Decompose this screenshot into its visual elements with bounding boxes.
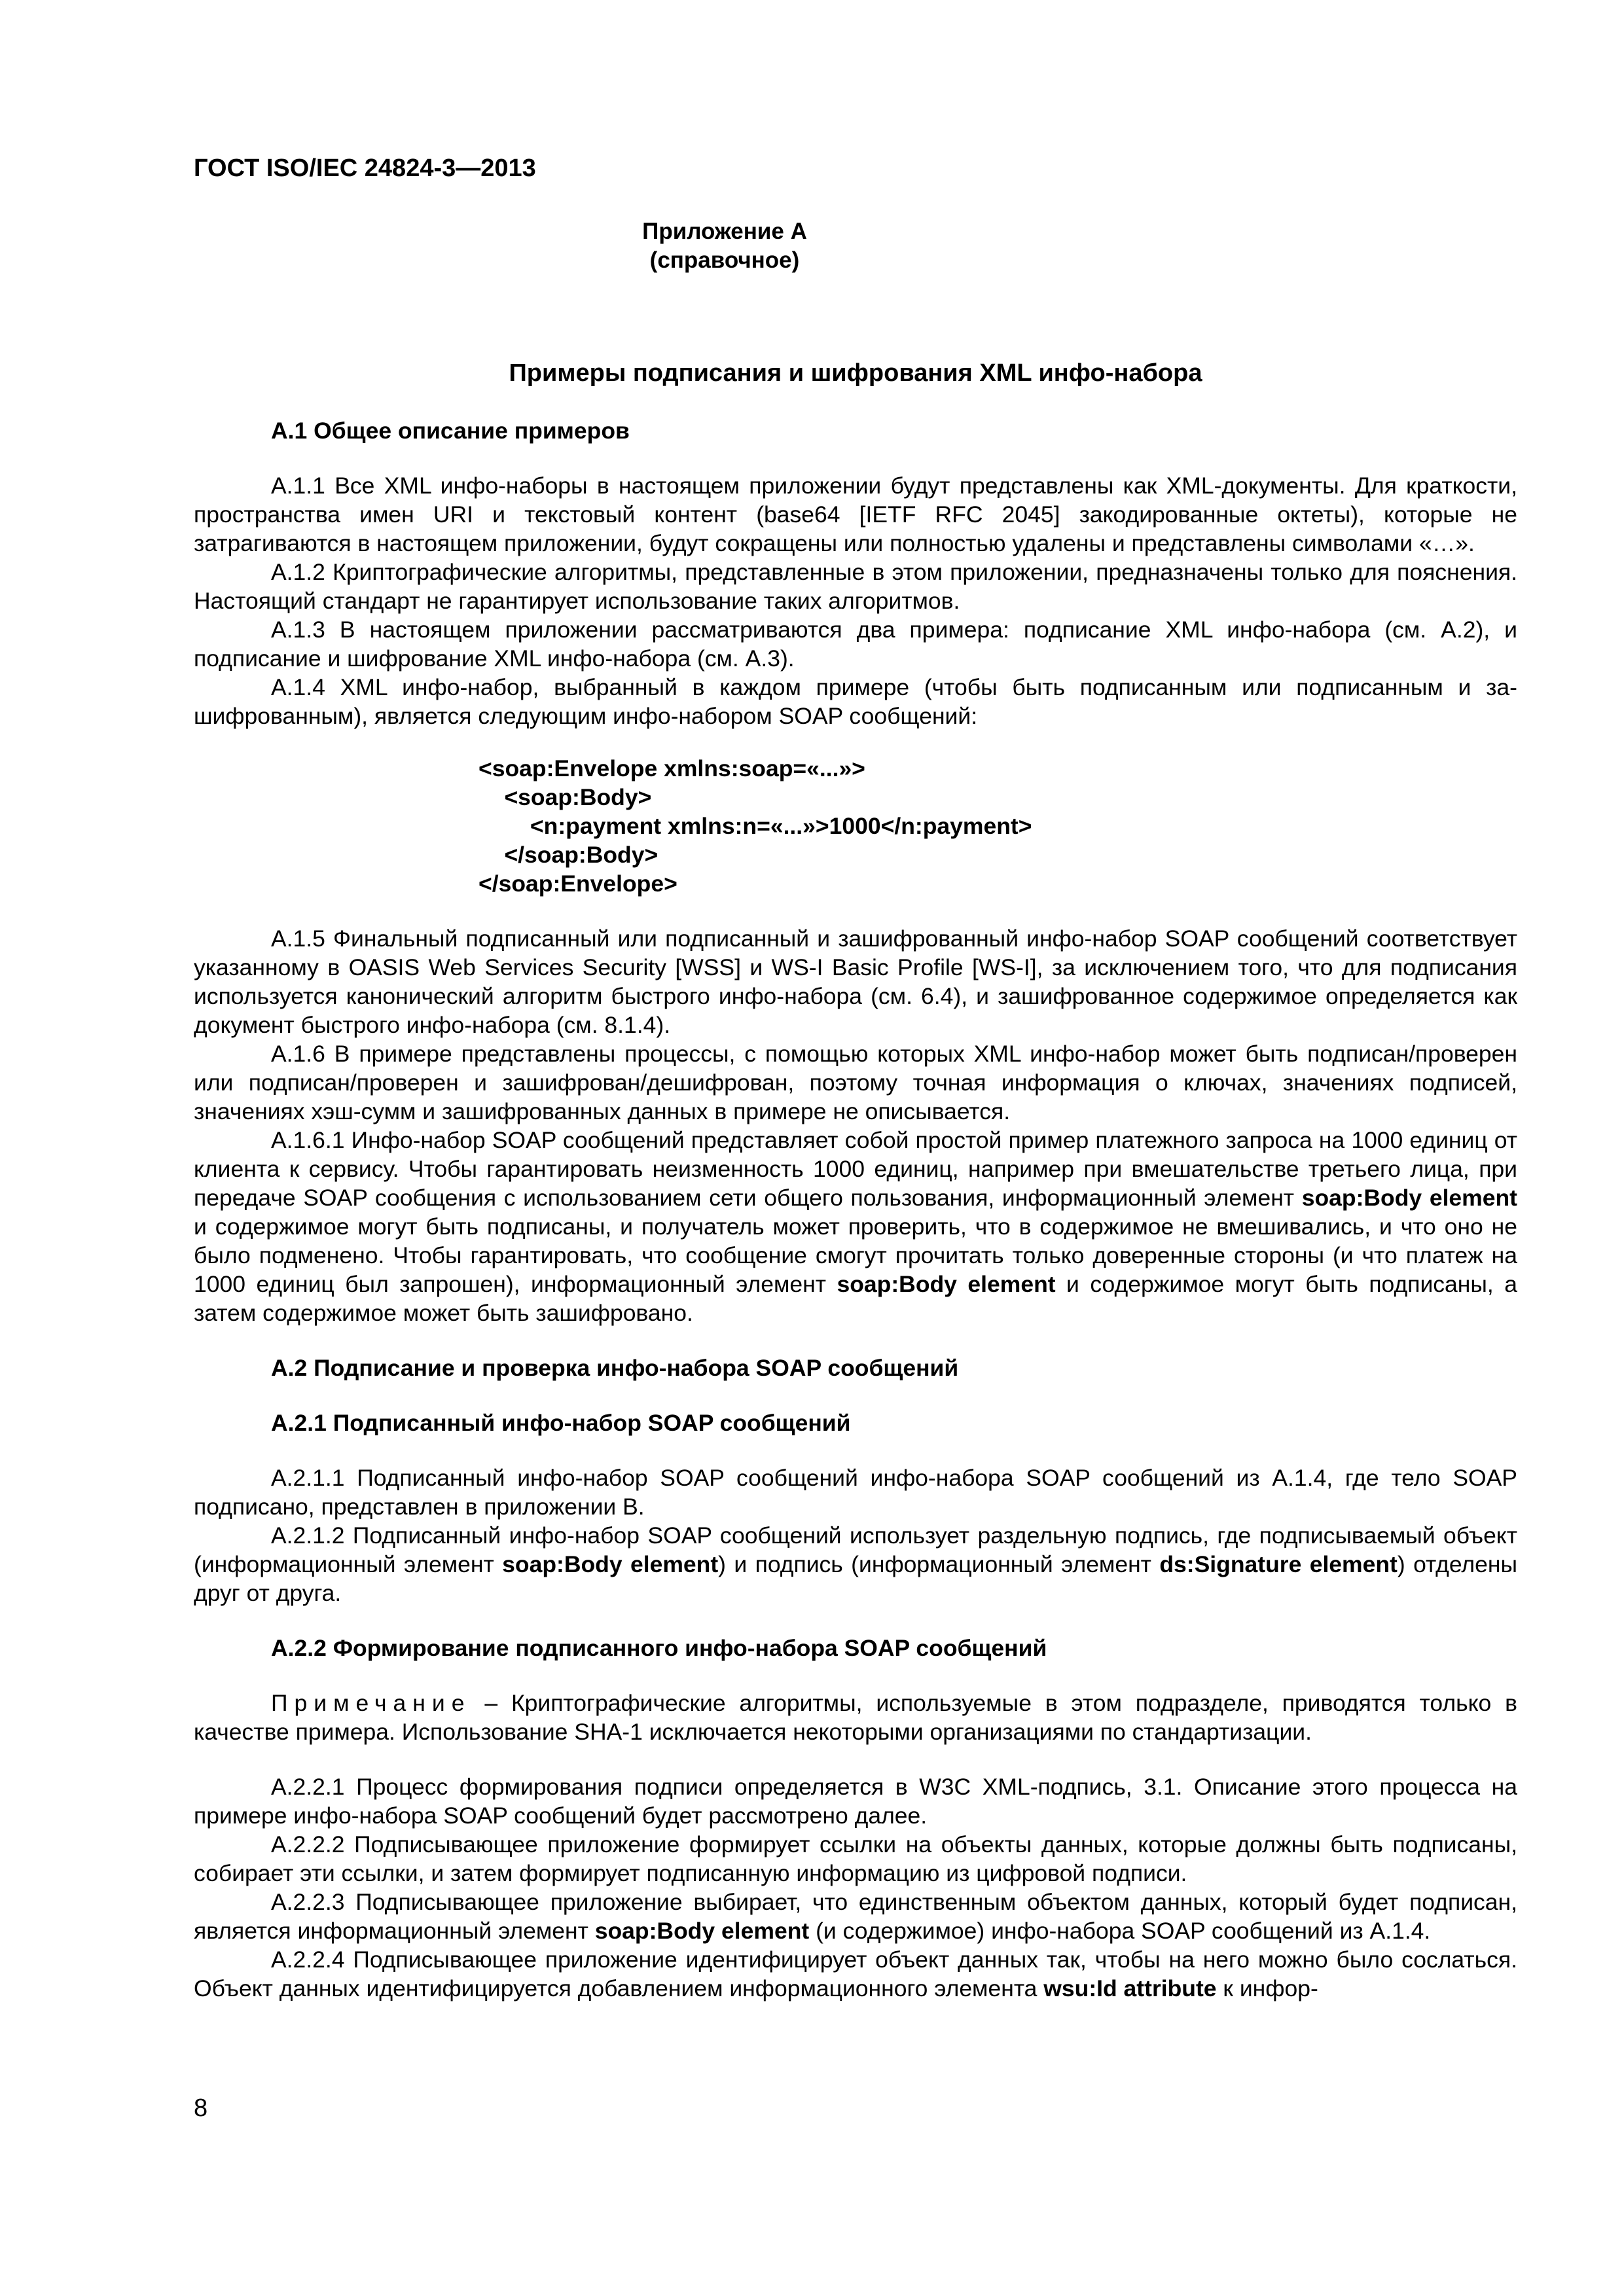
paragraph-a1-3: А.1.3 В настоящем приложении рассматриваются два примера: подписание XML инфо-набора (см. А.2), и подписание и шифрование XML инфо-набора (см. А.3).: [194, 617, 1517, 672]
term-soap-body: soap:Body element: [1301, 1185, 1517, 1211]
paragraph-a1-1: А.1.1 Все XML инфо-наборы в настоящем приложении будут представлены как XML-документы. Для краткости, пространства имен URI и текстовый контент (base64 [IETF RFC 2045] закодированные октеты), которые не затрагиваются в настоящем приложении, будут сокращены или полностью удалены и представлены символами «…».: [194, 473, 1517, 556]
term-wsu-id: wsu:Id attribute: [1043, 1975, 1217, 2001]
term-soap-body: soap:Body element: [837, 1271, 1056, 1297]
section-heading-a1: А.1 Общее описание примеров: [271, 418, 630, 444]
paragraph-a1-5: А.1.5 Финальный подписанный или подписанный и зашифрованный инфо-набор SOAP сообщений соответствует указанному в OASIS Web Services Security [WSS] и WS-I Basic Profile [WS-I], за исключением того, что для подписания используется канонический алгоритм быстрого инфо-набора (см. 6.4), и зашифрованное содержимое определяется как документ быстрого инфо-набора (см. 8.1.4).: [194, 925, 1517, 1038]
code-line: <soap:Envelope xmlns:soap=«...»>: [478, 755, 865, 781]
term-soap-body: soap:Body element: [594, 1918, 810, 1944]
code-line: <n:payment xmlns:n=«...»>1000</n:payment>: [478, 813, 1032, 839]
code-line: <soap:Body>: [478, 784, 652, 810]
paragraph-a2-2-2: А.2.2.2 Подписывающее приложение формирует ссылки на объекты данных, которые должны быть подписаны, собирает эти ссылки, и затем формирует подписанную информацию из цифровой подписи.: [194, 1831, 1517, 1886]
section-heading-a2-2: А.2.2 Формирование подписанного инфо-набора SOAP сообщений: [271, 1635, 1047, 1661]
page-number: 8: [194, 2094, 208, 2122]
paragraph-a1-6-1: А.1.6.1 Инфо-набор SOAP сообщений представляет собой простой пример платежного запроса на 1000 единиц от клиента к сервису. Чтобы гарантировать неизменность 1000 единиц, например при вмешательстве третьего лица, при передаче SOAP сообщения с использованием сети общего пользования, информационный элемент soap:Body element и содержимое могут быть подписаны, и получатель может проверить, что в содержимое не вмешивались, и что оно не было подменено. Чтобы гарантировать, что сообщение смогут прочитать только доверенные стороны (и что платеж на 1000 единиц был запрошен), информационный элемент soap:Body element и содержимое могут быть подписаны, а затем содержимое может быть зашифровано.: [194, 1127, 1517, 1326]
code-line: </soap:Envelope>: [478, 870, 677, 897]
annex-heading: [194, 217, 1255, 275]
annex-label: Приложение А: [642, 219, 807, 244]
paragraph-a2-1-1: А.2.1.1 Подписанный инфо-набор SOAP сообщений инфо-набора SOAP сообщений из А.1.4, где тело SOAP подписано, представлен в приложении В.: [194, 1465, 1517, 1520]
document-body: [194, 416, 1517, 2003]
note-label: Примечание: [271, 1690, 471, 1716]
term-ds-signature: ds:Signature element: [1159, 1551, 1398, 1577]
annex-title: Примеры подписания и шифрования XML инфо-набора: [509, 359, 1202, 387]
paragraph-a2-2-1: А.2.2.1 Процесс формирования подписи определяется в W3C XML-подпись, 3.1. Описание этого процесса на примере инфо-набора SOAP сообщений будет рассмотрено далее.: [194, 1774, 1517, 1829]
code-line: </soap:Body>: [478, 842, 659, 868]
term-soap-body: soap:Body element: [502, 1551, 719, 1577]
paragraph-a1-2: А.1.2 Криптографические алгоритмы, представленные в этом приложении, предназначены только для пояснения. Настоящий стандарт не гарантирует использование таких алгоритмов.: [194, 559, 1517, 614]
section-heading-a2: А.2 Подписание и проверка инфо-набора SOAP сообщений: [271, 1355, 959, 1381]
paragraph-a1-6: А.1.6 В примере представлены процессы, с помощью которых XML инфо-набор может быть подписан/проверен или подписан/проверен и зашифрован/дешифрован, поэтому точная информация о ключах, значениях подписей, значениях хэш-сумм и зашифрованных данных в примере не описывается.: [194, 1041, 1517, 1124]
document-code: ГОСТ ISO/IEC 24824-3—2013: [194, 154, 536, 182]
paragraph-a2-2-4: А.2.2.4 Подписывающее приложение идентифицирует объект данных так, чтобы на него можно было сослаться. Объект данных идентифицируется добавлением информационного элемента wsu:Id attribute к инфор-: [194, 1946, 1517, 2001]
annex-kind: (справочное): [649, 247, 800, 273]
paragraph-a1-4: А.1.4 XML инфо-набор, выбранный в каждом примере (чтобы быть подписанным или подписанным и зашифрованным), является следующим инфо-набором SOAP сообщений:: [194, 674, 1517, 729]
note: Примечание – Криптографические алгоритмы, используемые в этом подразделе, приводятся только в качестве примера. Использование SHA-1 исключается некоторыми организациями по стандартизации.: [194, 1690, 1517, 1745]
xml-code-example: [194, 754, 1517, 898]
section-heading-a2-1: А.2.1 Подписанный инфо-набор SOAP сообщений: [271, 1410, 851, 1436]
paragraph-a2-2-3: А.2.2.3 Подписывающее приложение выбирает, что единственным объектом данных, который будет подписан, является информационный элемент soap:Body element (и содержимое) инфо-набора SOAP сообщений из А.1.4.: [194, 1889, 1517, 1944]
paragraph-a2-1-2: А.2.1.2 Подписанный инфо-набор SOAP сообщений использует раздельную подпись, где подписываемый объект (информационный элемент soap:Body element) и подпись (информационный элемент ds:Signature element) отделены друг от друга.: [194, 1522, 1517, 1606]
